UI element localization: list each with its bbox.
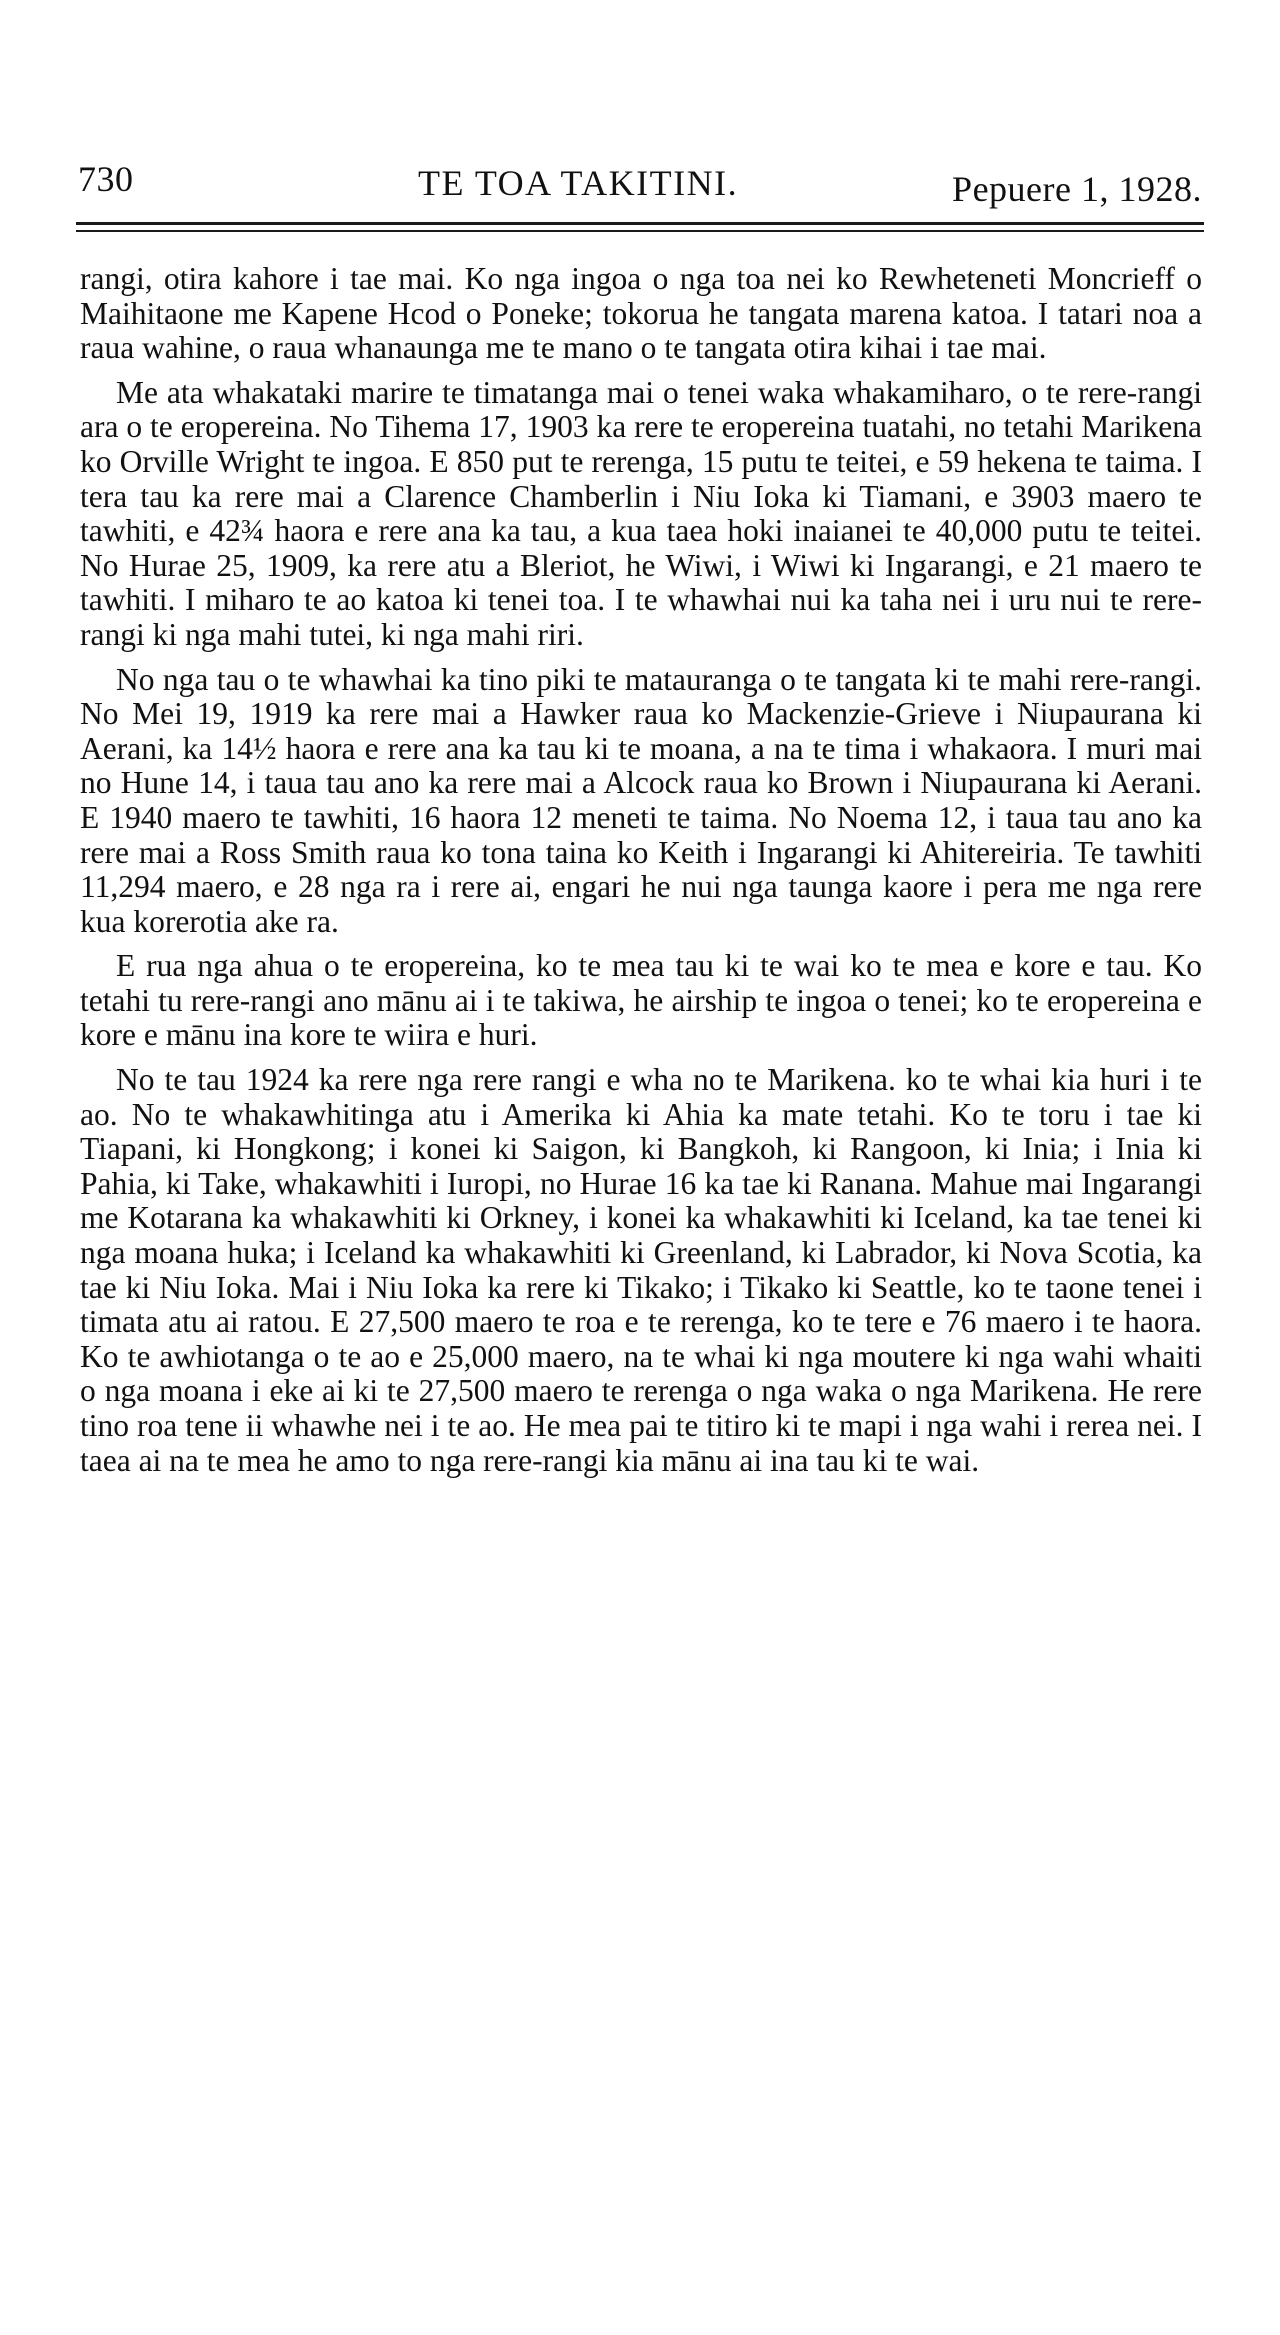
paragraph-aircraft-types: E rua nga ahua o te eropereina, ko te mea tau ki te wai ko te mea e kore e tau. Ko tetahi tu rere-rangi ano mānu ai i te takiwa, he airship te ingoa o tenei; ko te eropereina e kore e mānu ina kore te wiira e huri. xyxy=(80,948,1202,1053)
paragraph-war-flights: No nga tau o te whawhai ka tino piki te matauranga o te tangata ki te mahi rere-rangi. No Mei 19, 1919 ka rere mai a Hawker raua ko Mackenzie-Grieve i Niupaurana ki Aerani, ka 14½ haora e rere ana ka tau ki te moana, a na te tima i whakaora. I muri mai no Hune 14, i taua tau ano ka rere mai a Alcock raua ko Brown i Niupaurana ki Aerani. E 1940 maero te tawhiti, 16 haora 12 meneti te taima. No Noema 12, i taua tau ano ka rere mai a Ross Smith raua ko tona taina ko Keith i Ingarangi ki Ahitereiria. Te tawhiti 11,294 maero, e 28 nga ra i rere ai, engari he nui nga taunga kaore i pera me nga rere kua korerotia ake ra. xyxy=(80,661,1202,939)
header-rule-thick xyxy=(76,222,1204,225)
running-header xyxy=(78,158,1202,208)
paragraph-continuation: rangi, otira kahore i tae mai. Ko nga ingoa o nga toa nei ko Rewheteneti Moncrieff o Maihitaone me Kapene Hcod o Poneke; tokorua he tangata marena katoa. I tatari noa a raua wahine, o raua whanaunga me te mano o te tangata otira kihai i tae mai. xyxy=(80,261,1202,366)
paragraph-world-flight: No te tau 1924 ka rere nga rere rangi e wha no te Marikena. ko te whai kia huri i te ao. No te whakawhitinga atu i Amerika ki Ahia ka mate tetahi. Ko te toru i tae ki Tiapani, ki Hongkong; i konei ki Saigon, ki Bangkoh, ki Rangoon, ki Inia; i Inia ki Pahia, ki Take, whakawhiti i Iuropi, no Hurae 16 ka tae ki Ranana. Mahue mai Ingarangi me Kotarana ka whakawhiti ki Orkney, i konei ka whakawhiti ki Iceland, ka tae tenei ki nga moana huka; i Iceland ka whakawhiti ki Greenland, ki Labrador, ki Nova Scotia, ka tae ki Niu Ioka. Mai i Niu Ioka ka rere ki Tikako; i Tikako ki Seattle, ko te taone tenei i timata atu ai ratou. E 27,500 maero te roa e te rerenga, ko te tere e 76 maero i te haora. Ko te awhiotanga o te ao e 25,000 maero, na te whai ki nga moutere ki nga wahi whaiti o nga moana i eke ai ki te 27,500 maero te rerenga o nga waka o nga Marikena. He rere tino roa tene ii whawhe nei i te ao. He mea pai te titiro ki te mapi i nga wahi i rerea nei. I taea ai na te mea he amo to nga rere-rangi kia mānu ai ina tau ki te wai. xyxy=(80,1062,1202,1478)
journal-title: TE TOA TAKITINI. xyxy=(418,163,739,203)
page-number: 730 xyxy=(78,159,134,199)
paragraph-aeroplane-history: Me ata whakataki marire te timatanga mai o tenei waka whakamiharo, o te rere-rangi ara o te eropereina. No Tihema 17, 1903 ka rere te eropereina tuatahi, no tetahi Marikena ko Orville Wright te ingoa. E 850 put te rerenga, 15 putu te teitei, e 59 hekena te taima. I tera tau ka rere mai a Clarence Chamberlin i Niu Ioka ki Tiamani, e 3903 maero te tawhiti, e 42¾ haora e rere ana ka tau, a kua taea hoki inaianei te 40,000 putu te teitei. No Hurae 25, 1909, ka rere atu a Bleriot, he Wiwi, i Wiwi ki Ingarangi, e 21 maero te tawhiti. I miharo te ao katoa ki tenei toa. I te whawhai nui ka taha nei i uru nui te rere-rangi ki nga mahi tutei, ki nga mahi riri. xyxy=(80,374,1202,652)
article-body xyxy=(80,262,1202,1488)
header-rule-thin xyxy=(76,230,1204,232)
issue-date: Pepuere 1, 1928. xyxy=(952,169,1202,209)
